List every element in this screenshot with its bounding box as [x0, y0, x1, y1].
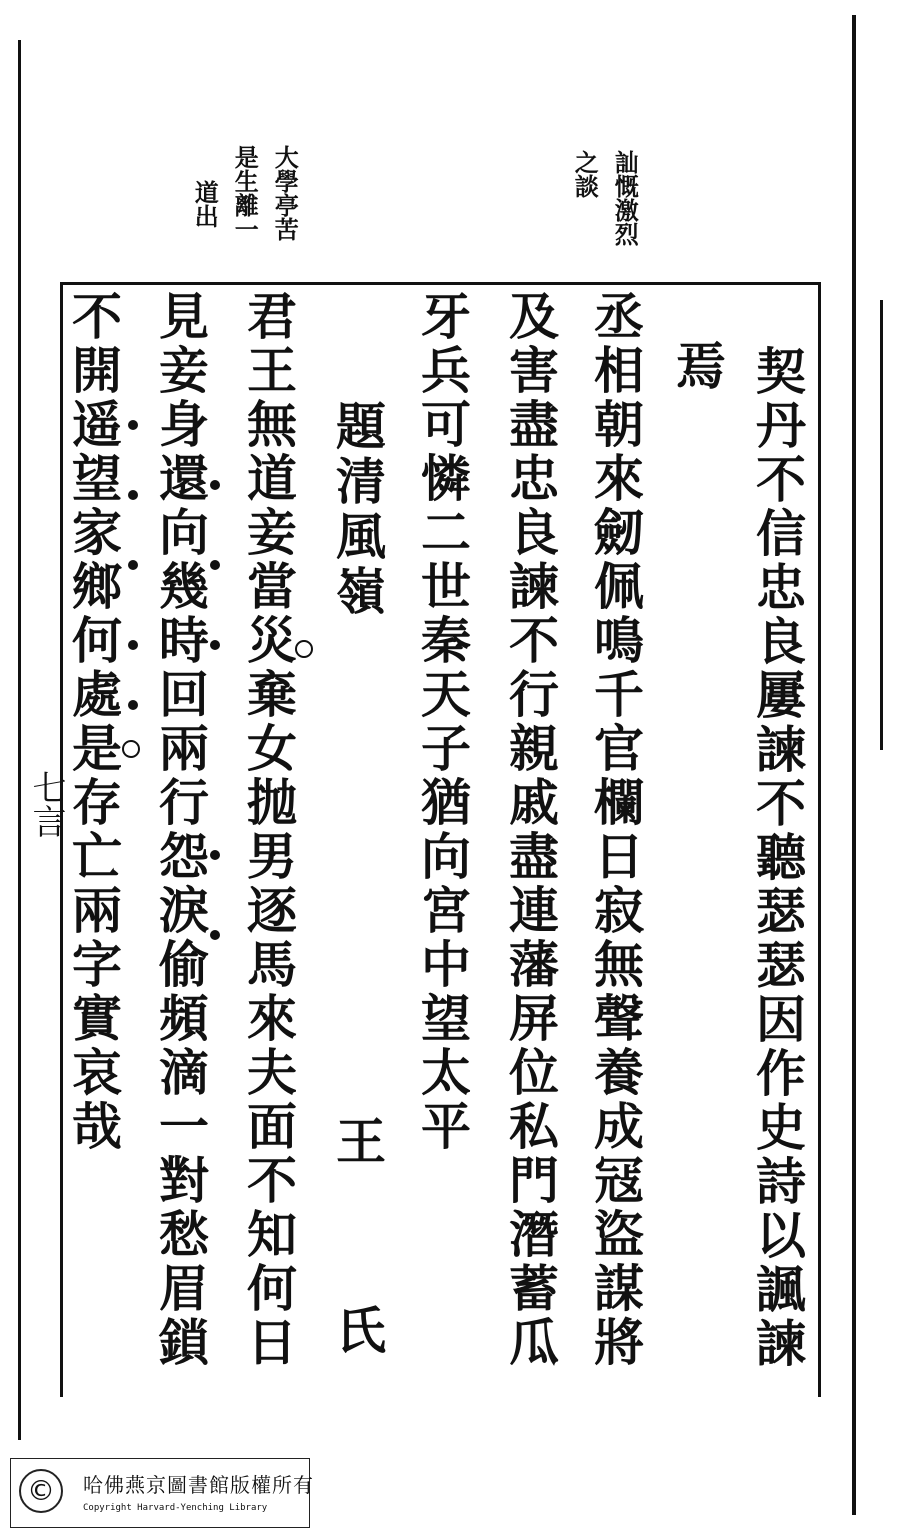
emphasis-dot — [128, 700, 138, 710]
text-column-5: 牙兵可憐二世秦天子猶向宮中望太平 — [413, 290, 472, 1154]
copyright-icon: © — [19, 1469, 63, 1513]
text-frame-left — [60, 282, 63, 1397]
emphasis-dot — [210, 480, 220, 490]
far-right-line — [880, 300, 883, 750]
margin-page-label: 七言 — [26, 770, 66, 838]
note-top-left-3: 道出 — [190, 180, 220, 228]
note-top-right-2: 之談 — [570, 150, 600, 198]
punctuation-circle — [295, 640, 313, 658]
note-top-right-1: 訕慨激烈 — [610, 150, 640, 246]
emphasis-dot — [210, 560, 220, 570]
text-column-1: 契丹不信忠良屢諫不聽瑟瑟因作史詩以諷諫 — [748, 345, 807, 1371]
copyright-chinese: 哈佛燕京圖書館版權所有 — [83, 1473, 314, 1497]
text-frame-right — [818, 282, 821, 1397]
text-column-7: 見妾身還向幾時回兩行怨淚偷頻滴一對愁眉鎖 — [151, 290, 210, 1370]
emphasis-dot — [128, 490, 138, 500]
emphasis-dot — [128, 560, 138, 570]
text-frame-top — [60, 282, 820, 285]
copyright-english: Copyright Harvard-Yenching Library — [83, 1503, 268, 1513]
gutter-line-left — [18, 40, 21, 1440]
poem-author: 王 氏 — [328, 1115, 387, 1394]
text-column-6: 君王無道妾當災棄女抛男逐馬來夫面不知何日 — [239, 290, 298, 1370]
emphasis-dot — [128, 420, 138, 430]
text-column-8: 不開遥望家鄉何處是存亡兩字實哀哉 — [64, 290, 123, 1154]
emphasis-dot — [210, 850, 220, 860]
note-top-left-1: 大學亭苦 — [270, 145, 300, 241]
text-column-2: 焉 — [668, 340, 727, 395]
text-column-4: 及害盡忠良諫不行親戚盡連藩屏位私門潛蓄瓜 — [501, 290, 560, 1370]
emphasis-dot — [210, 930, 220, 940]
text-column-3: 丞相朝來劒佩鳴千官欄日寂無聲養成冦盜謀將 — [586, 290, 645, 1370]
copyright-stamp — [10, 1458, 314, 1528]
emphasis-dot — [128, 640, 138, 650]
note-top-left-2: 是生離一 — [230, 145, 260, 241]
right-border-line — [852, 15, 856, 1515]
punctuation-circle — [122, 740, 140, 758]
poem-title: 題清風嶺 — [328, 400, 387, 620]
emphasis-dot — [210, 640, 220, 650]
